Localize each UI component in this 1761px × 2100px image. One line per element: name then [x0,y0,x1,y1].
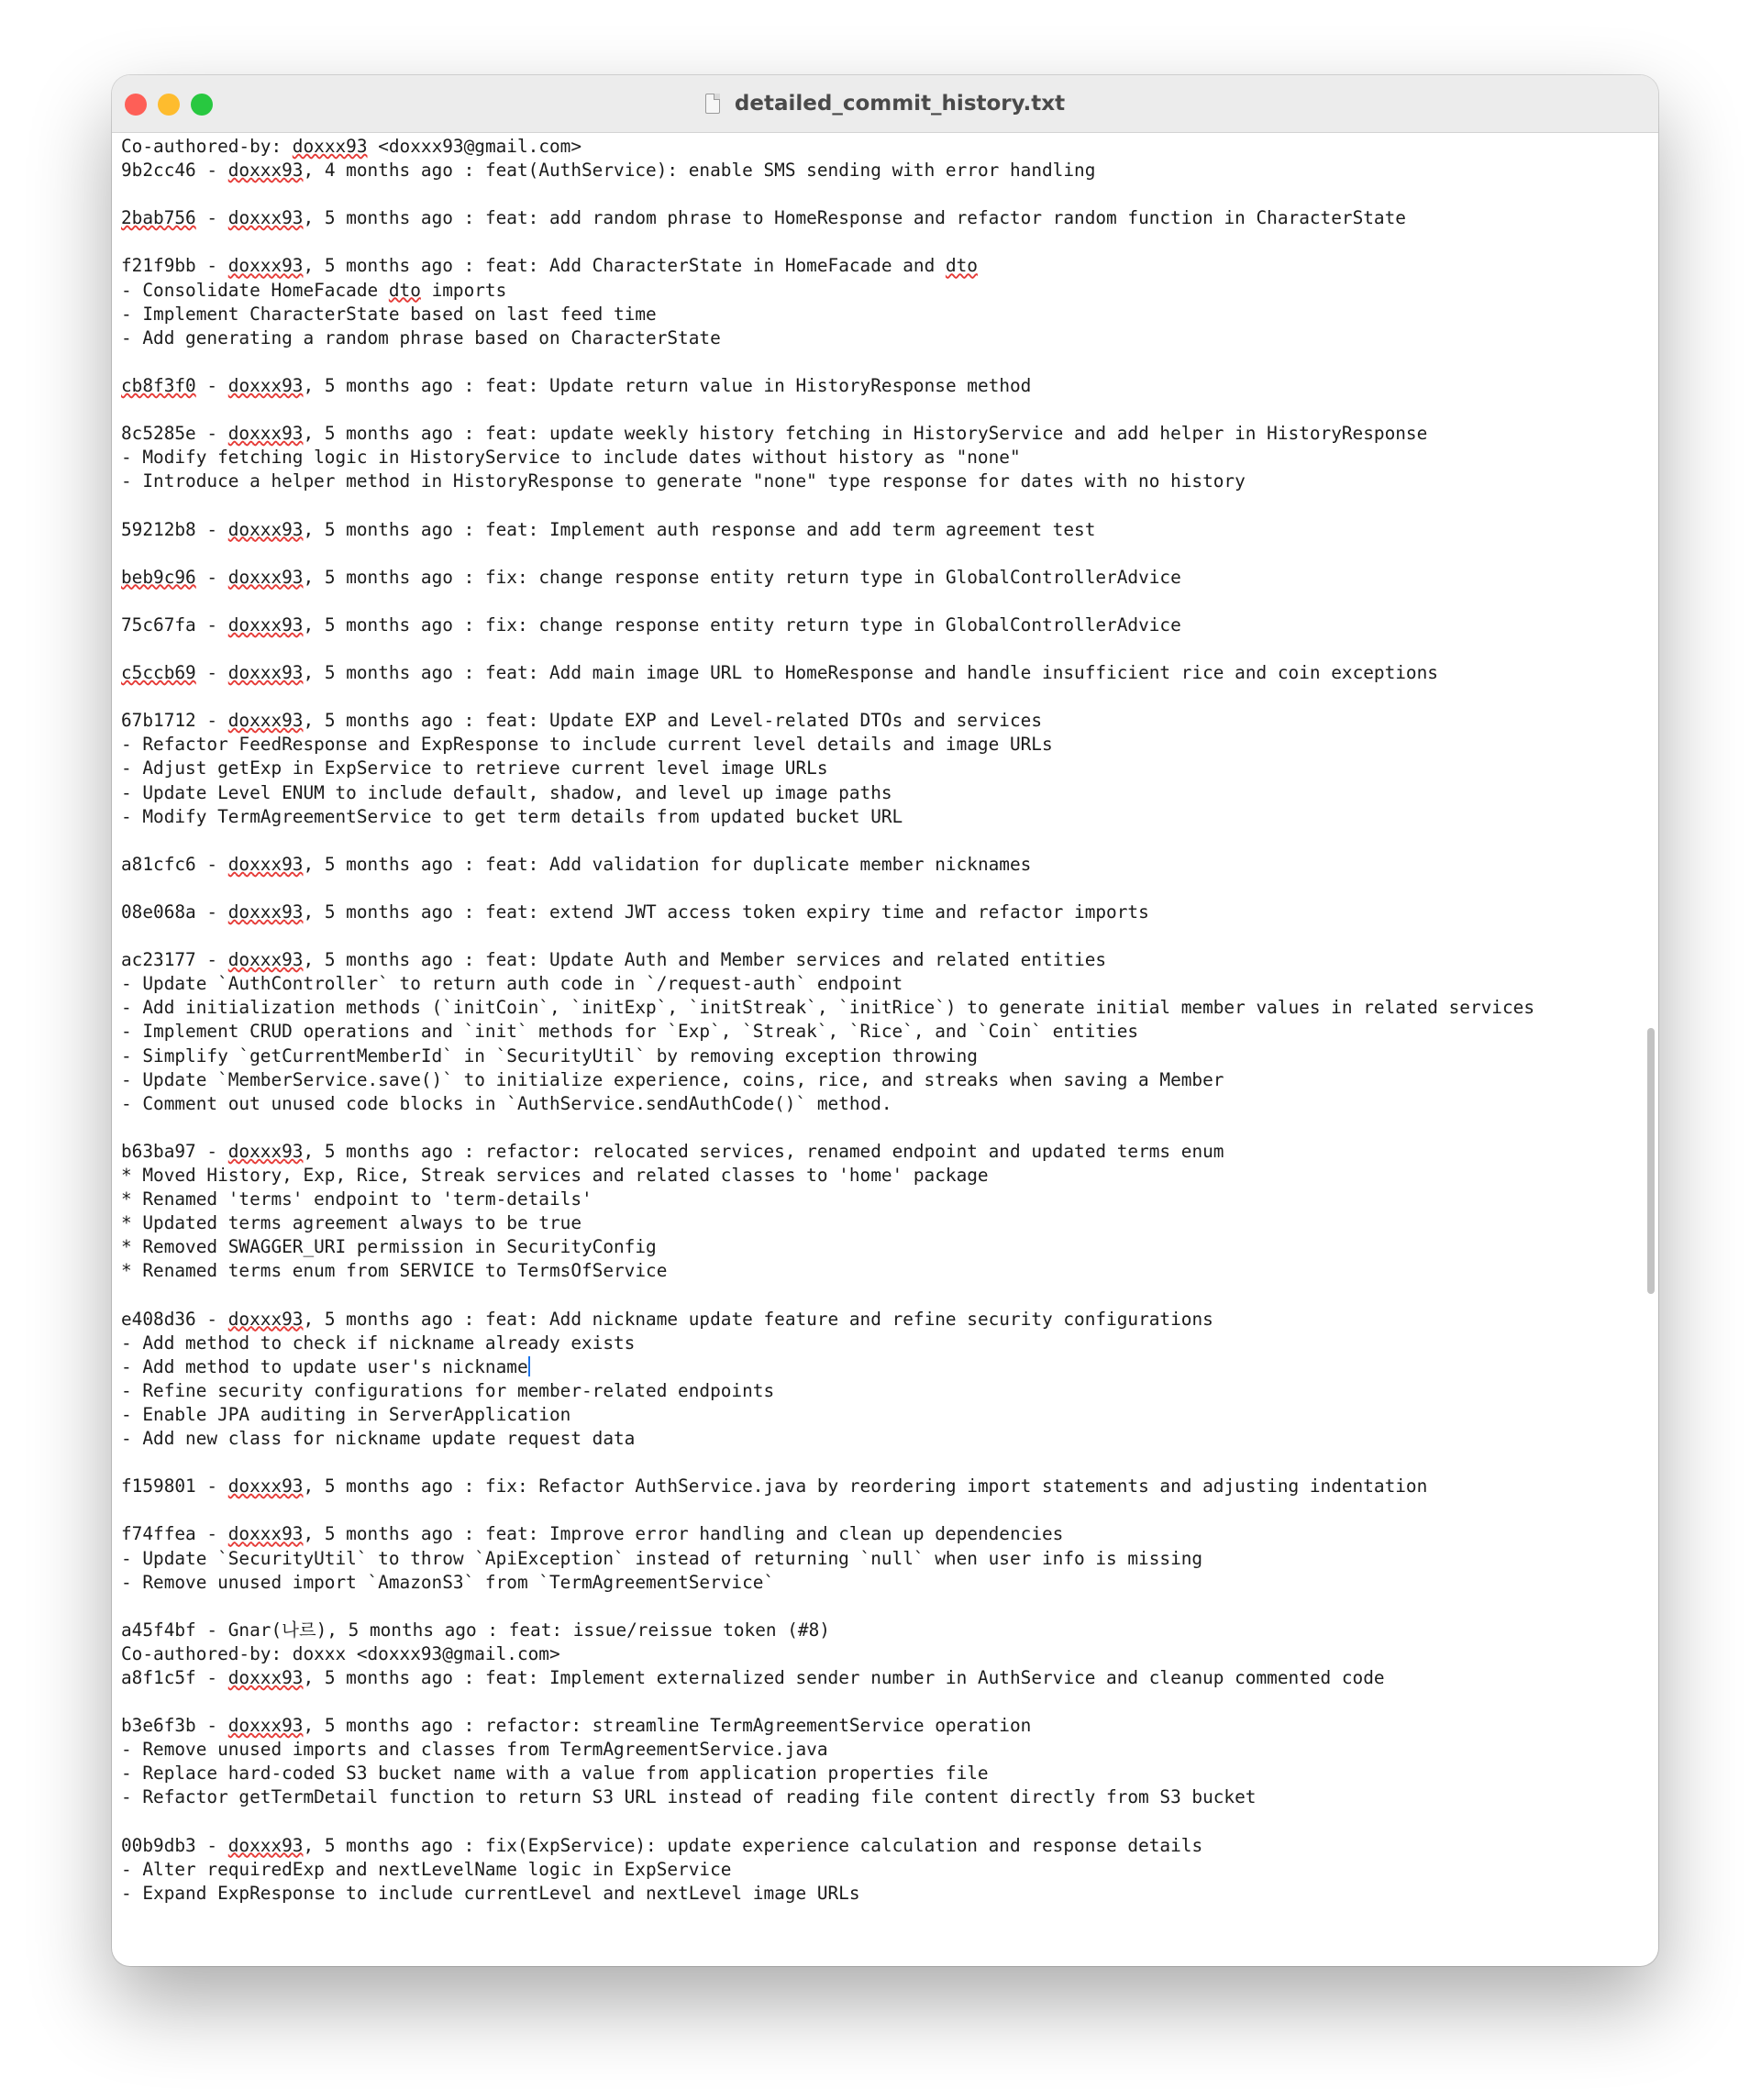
text-line [121,781,1633,805]
text-segment: - [195,207,228,229]
misspelled-word: doxxx93 [227,662,304,684]
text-line [121,1259,1633,1283]
text-segment: , 5 months ago : feat: Improve error handling and clean up dependencies [303,1523,1064,1545]
misspelled-word: dto [945,255,978,277]
text-line [121,1068,1633,1092]
text-line [121,685,1633,709]
misspelled-word: beb9c96 [121,566,196,588]
text-line [121,637,1633,661]
text-segment: - Add method to update user's nickname [121,1355,528,1377]
misspelled-word: doxxx93 [227,1523,304,1545]
text-segment: b63ba97 - [121,1140,228,1162]
text-segment: * Renamed terms enum from SERVICE to TermsOfService [121,1260,668,1282]
misspelled-word: dto [388,279,421,301]
text-segment: , 5 months ago : feat: Update return value in HistoryResponse method [303,374,1032,396]
misspelled-word: doxxx93 [227,160,304,182]
text-line [121,1308,1633,1332]
text-segment: , 5 months ago : feat: Add nickname update feature and refine security configurations [303,1308,1213,1330]
text-segment: 59212b8 - [121,518,228,540]
text-segment: e408d36 - [121,1308,228,1330]
text-segment: , 5 months ago : feat: Update EXP and Level-related DTOs and services [303,710,1043,732]
text-segment: - Update `SecurityUtil` to throw `ApiException` instead of returning `null` when user info is missing [121,1547,1203,1569]
text-segment: , 5 months ago : feat: Implement auth response and add term agreement test [303,518,1096,540]
text-line [121,159,1633,182]
misspelled-word: doxxx93 [227,1667,304,1688]
misspelled-word: doxxx93 [227,613,304,636]
text-line [121,709,1633,733]
text-segment: - Enable JPA auditing in ServerApplication [121,1403,571,1425]
text-line [121,326,1633,350]
text-segment: a45f4bf - Gnar(나르), 5 months ago : feat: issue/reissue token (#8) [121,1619,830,1641]
text-line [121,470,1633,493]
text-line [121,1164,1633,1188]
text-segment: imports [420,279,507,301]
text-segment: * Removed SWAGGER_URI permission in SecurityConfig [121,1236,657,1258]
misspelled-word: doxxx93 [227,1715,304,1737]
text-line [121,542,1633,566]
text-line [121,446,1633,470]
text-segment: - Comment out unused code blocks in `AuthService.sendAuthCode()` method. [121,1092,892,1114]
text-segment: - Add initialization methods (`initCoin`, `initExp`, `initStreak`, `initRice`) to generate initial member values in related services [121,997,1534,1019]
text-segment: Co-authored-by: [121,136,293,157]
text-segment: 67b1712 - [121,710,228,732]
text-segment: ac23177 - [121,949,228,971]
text-segment: - [195,374,228,396]
text-line [121,613,1633,637]
misspelled-word: cb8f3f0 [121,374,196,396]
text-segment: , 5 months ago : fix: Refactor AuthService.java by reordering import statements and adjusting indentation [303,1476,1428,1498]
text-line [121,1666,1633,1690]
text-segment: - [195,566,228,588]
text-segment: , 5 months ago : feat: Add validation for duplicate member nicknames [303,853,1032,875]
text-segment: - Update `AuthController` to return auth code in `/request-auth` endpoint [121,973,903,995]
text-segment: f74ffea - [121,1523,228,1545]
text-line [121,590,1633,613]
text-line [121,829,1633,853]
text-segment: , 4 months ago : feat(AuthService): enable SMS sending with error handling [303,160,1096,182]
text-segment: - Expand ExpResponse to include currentLevel and nextLevel image URLs [121,1882,860,1904]
misspelled-word: doxxx93 [227,853,304,875]
text-line [121,853,1633,877]
text-segment: - Add method to check if nickname already exists [121,1332,636,1354]
text-line [121,1020,1633,1044]
misspelled-word: doxxx93 [227,949,304,971]
text-line [121,1642,1633,1666]
text-line [121,254,1633,278]
text-line [121,279,1633,303]
text-segment: , 5 months ago : feat: add random phrase to HomeResponse and refactor random function in CharacterState [303,207,1406,229]
misspelled-word: doxxx93 [227,901,304,923]
misspelled-word: doxxx93 [227,423,304,445]
text-line [121,1619,1633,1642]
misspelled-word: doxxx93 [227,1140,304,1162]
text-line [121,1211,1633,1235]
misspelled-word: doxxx93 [292,136,368,157]
text-line [121,1284,1633,1308]
text-line [121,1451,1633,1475]
text-line [121,422,1633,446]
misspelled-word: 2bab756 [121,207,196,229]
text-line [121,1690,1633,1714]
text-segment: , 5 months ago : feat: extend JWT access token expiry time and refactor imports [303,901,1149,923]
misspelled-word: doxxx93 [227,1308,304,1330]
text-segment: b3e6f3b - [121,1715,228,1737]
text-line [121,1403,1633,1427]
text-segment: , 5 months ago : feat: update weekly history fetching in HistoryService and add helper in HistoryResponse [303,423,1428,445]
text-line [121,1332,1633,1355]
text-segment: , 5 months ago : feat: Implement externalized sender number in AuthService and cleanup commented code [303,1667,1385,1688]
misspelled-word: doxxx93 [227,374,304,396]
window-title: detailed_commit_history.txt [734,92,1066,116]
text-segment: - Refactor getTermDetail function to return S3 URL instead of reading file content directly from S3 bucket [121,1786,1257,1808]
text-segment: , 5 months ago : fix(ExpService): update experience calculation and response details [303,1834,1203,1856]
text-line [121,661,1633,685]
text-segment: f159801 - [121,1476,228,1498]
text-line [121,1834,1633,1858]
text-segment: - Replace hard-coded S3 bucket name with a value from application properties file [121,1763,989,1785]
text-line [121,757,1633,780]
text-line [121,350,1633,374]
misspelled-word: c5ccb69 [121,662,196,684]
window-title-area [112,75,1658,132]
text-line [121,518,1633,542]
text-line [121,1188,1633,1211]
text-line [121,1714,1633,1738]
text-segment: - Modify fetching logic in HistoryService to include dates without history as "none" [121,447,1021,469]
text-segment: - Update `MemberService.save()` to initialize experience, coins, rice, and streaks when saving a Member [121,1068,1224,1090]
misspelled-word: doxxx93 [227,207,304,229]
text-segment: , 5 months ago : feat: Add CharacterState in HomeFacade and [303,255,946,277]
text-line [121,1522,1633,1546]
text-segment: - Implement CRUD operations and `init` methods for `Exp`, `Streak`, `Rice`, and `Coin` entities [121,1021,1139,1043]
text-line [121,1475,1633,1498]
text-line [121,948,1633,972]
misspelled-word: doxxx93 [227,1476,304,1498]
text-line [121,1595,1633,1619]
text-segment: * Updated terms agreement always to be true [121,1212,581,1234]
text-line [121,924,1633,948]
text-segment: 8c5285e - [121,423,228,445]
text-editor-window [112,75,1658,1966]
misspelled-word: doxxx93 [227,710,304,732]
text-line [121,1547,1633,1571]
title-bar[interactable] [112,75,1658,133]
text-segment: - Remove unused imports and classes from TermAgreementService.java [121,1739,828,1761]
text-line [121,996,1633,1020]
text-segment: <doxxx93@gmail.com> [367,136,582,157]
misspelled-word: doxxx93 [227,255,304,277]
text-segment: , 5 months ago : refactor: streamline TermAgreementService operation [303,1715,1032,1737]
text-cursor [528,1356,530,1376]
text-segment: - Add new class for nickname update request data [121,1428,636,1450]
text-line [121,1858,1633,1882]
text-line [121,182,1633,206]
text-segment: - Adjust getExp in ExpService to retrieve current level image URLs [121,757,828,779]
text-line [121,230,1633,254]
text-line [121,901,1633,924]
text-line [121,206,1633,230]
misspelled-word: doxxx93 [227,1834,304,1856]
text-segment: , 5 months ago : fix: change response entity return type in GlobalControllerAdvice [303,613,1181,636]
text-segment: a81cfc6 - [121,853,228,875]
text-segment: - Refactor FeedResponse and ExpResponse to include current level details and image URLs [121,734,1053,756]
text-segment: - Simplify `getCurrentMemberId` in `SecurityUtil` by removing exception throwing [121,1044,978,1067]
text-line [121,1571,1633,1595]
text-line [121,1044,1633,1068]
text-line [121,972,1633,996]
text-segment: , 5 months ago : feat: Update Auth and Member services and related entities [303,949,1107,971]
text-segment: - Introduce a helper method in HistoryResponse to generate "none" type response for dates with no history [121,470,1246,492]
text-segment: - Alter requiredExp and nextLevelName logic in ExpService [121,1858,732,1880]
text-line [121,877,1633,901]
text-segment: 75c67fa - [121,613,228,636]
text-line [121,493,1633,517]
text-segment: - Remove unused import `AmazonS3` from `TermAgreementService` [121,1571,775,1593]
text-segment: a8f1c5f - [121,1667,228,1688]
text-line [121,1498,1633,1522]
text-line [121,1355,1633,1379]
text-area[interactable] [112,133,1658,1966]
text-line [121,303,1633,326]
text-segment: - Consolidate HomeFacade [121,279,389,301]
text-line [121,1785,1633,1809]
text-segment: * Moved History, Exp, Rice, Streak services and related classes to 'home' package [121,1165,989,1187]
text-segment: - Modify TermAgreementService to get term details from updated bucket URL [121,805,903,827]
text-segment: * Renamed 'terms' endpoint to 'term-details' [121,1188,593,1210]
misspelled-word: doxxx93 [227,518,304,540]
text-line [121,1092,1633,1116]
text-line [121,1762,1633,1785]
text-line [121,398,1633,422]
misspelled-word: doxxx93 [227,566,304,588]
text-line [121,1810,1633,1834]
text-line [121,1738,1633,1762]
text-segment: 9b2cc46 - [121,160,228,182]
text-line [121,566,1633,590]
document-icon [705,94,720,114]
text-segment: 08e068a - [121,901,228,923]
text-segment: f21f9bb - [121,255,228,277]
text-line [121,805,1633,829]
text-line [121,1882,1633,1906]
text-line [121,1140,1633,1164]
text-segment: Co-authored-by: doxxx <doxxx93@gmail.com> [121,1642,560,1664]
text-segment: - Implement CharacterState based on last feed time [121,303,657,325]
text-line [121,1427,1633,1451]
text-line [121,1235,1633,1259]
text-segment: - Refine security configurations for member-related endpoints [121,1379,775,1401]
document-text[interactable] [121,133,1633,1906]
text-line [121,374,1633,398]
text-segment: - Add generating a random phrase based on CharacterState [121,326,721,348]
text-line [121,1116,1633,1140]
text-line [121,1379,1633,1403]
text-segment: - Update Level ENUM to include default, shadow, and level up image paths [121,781,892,803]
text-segment: 00b9db3 - [121,1834,228,1856]
text-segment: , 5 months ago : feat: Add main image URL to HomeResponse and handle insufficient rice and coin exceptions [303,662,1438,684]
text-segment: - [195,662,228,684]
vertical-scrollbar[interactable] [1647,1028,1655,1294]
text-line [121,733,1633,757]
text-segment: , 5 months ago : refactor: relocated services, renamed endpoint and updated terms enum [303,1140,1224,1162]
text-segment: , 5 months ago : fix: change response entity return type in GlobalControllerAdvice [303,566,1181,588]
text-line [121,135,1633,159]
